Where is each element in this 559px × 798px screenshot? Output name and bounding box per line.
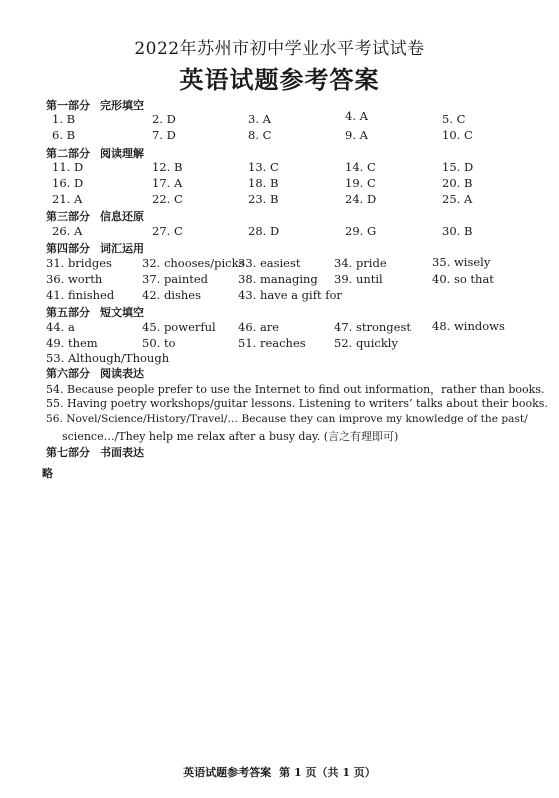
section-number: 第三部分 [46, 210, 90, 223]
answer-item: 42. dishes [142, 288, 201, 302]
page-number: 第 1 页（共 1 页） [279, 766, 376, 779]
answer-item: 26. A [52, 224, 83, 238]
answer-item: 25. A [442, 192, 473, 206]
answer-sentence: science…/They help me relax after a busy day. (言之有理即可) [62, 430, 399, 443]
answer-item: 36. worth [46, 272, 103, 286]
answer-sentence: 55. Having poetry workshops/guitar lessons. Listening to writers’ talks about their books. [46, 397, 548, 410]
answer-row [0, 336, 559, 351]
answer-row [0, 128, 559, 143]
answer-sentence: 56. Novel/Science/History/Travel/… Because they can improve my knowledge of the past/ [46, 413, 528, 425]
section-name: 阅读理解 [100, 147, 144, 160]
answer-item: 39. until [334, 272, 383, 286]
footer-doc-title: 英语试题参考答案 [183, 766, 272, 779]
answer-sentence: 54. Because people prefer to use the Internet to find out information，rather than books. [46, 383, 545, 396]
section-4-heading [46, 240, 144, 256]
answer-item: 4. A [345, 109, 368, 123]
answer-item: 14. C [345, 160, 376, 174]
answer-item: 44. a [46, 320, 75, 334]
answer-item: 51. reaches [238, 336, 306, 350]
answer-row [0, 176, 559, 191]
answer-item: 50. to [142, 336, 176, 350]
answer-item: 38. managing [238, 272, 318, 286]
answer-item: 41. finished [46, 288, 115, 302]
answer-item: 52. quickly [334, 336, 398, 350]
answer-row [0, 320, 559, 335]
answer-item: 34. pride [334, 256, 387, 270]
answer-item: 40. so that [432, 272, 494, 286]
answer-item: 2. D [152, 112, 176, 126]
section-6-heading [46, 365, 144, 381]
answer-item: 32. chooses/picks [142, 256, 245, 270]
answer-row [0, 109, 559, 127]
page-footer [0, 764, 559, 780]
exam-title: 2022年苏州市初中学业水平考试试卷 [134, 39, 425, 59]
answer-item: 12. B [152, 160, 183, 174]
answer-item: 20. B [442, 176, 473, 190]
section-2-heading [46, 145, 144, 161]
answer-item: 31. bridges [46, 256, 112, 270]
answer-item: 27. C [152, 224, 183, 238]
answer-item: 48. windows [432, 319, 505, 333]
section-number: 第五部分 [46, 306, 90, 319]
section-name: 阅读表达 [100, 367, 144, 380]
section-number: 第七部分 [46, 446, 90, 459]
answer-item: 43. have a gift for [238, 288, 342, 302]
answer-item: 18. B [248, 176, 279, 190]
answer-row [0, 160, 559, 175]
answer-item: 53. Although/Though [46, 351, 170, 365]
answer-item: 28. D [248, 224, 280, 238]
answer-item: 15. D [442, 160, 474, 174]
writing-answer: 略 [42, 467, 53, 480]
section-number: 第六部分 [46, 367, 90, 380]
answer-item: 9. A [345, 128, 368, 142]
answer-item: 11. D [52, 160, 84, 174]
section-1-heading [46, 97, 144, 113]
answer-item: 35. wisely [432, 255, 491, 269]
answer-item: 10. C [442, 128, 473, 142]
answer-item: 29. G [345, 224, 377, 238]
section-name: 信息还原 [100, 210, 144, 223]
answer-item: 22. C [152, 192, 183, 206]
answer-item: 47. strongest [334, 320, 411, 334]
section-3-heading [46, 208, 144, 224]
answer-row [0, 351, 559, 366]
answer-item: 8. C [248, 128, 272, 142]
answer-item: 6. B [52, 128, 76, 142]
answer-item: 49. them [46, 336, 98, 350]
answer-item: 45. powerful [142, 320, 216, 334]
section-7-heading [46, 444, 144, 460]
answer-row [0, 224, 559, 239]
answer-item: 1. B [52, 112, 76, 126]
answer-item: 23. B [248, 192, 279, 206]
section-number: 第一部分 [46, 99, 90, 112]
answer-item: 30. B [442, 224, 473, 238]
answer-item: 46. are [238, 320, 280, 334]
answer-item: 7. D [152, 128, 176, 142]
answer-item: 33. easiest [238, 256, 301, 270]
answer-key-title: 英语试题参考答案 [179, 65, 380, 94]
answer-item: 21. A [52, 192, 83, 206]
answer-row [0, 288, 559, 303]
section-name: 书面表达 [100, 446, 144, 459]
answer-item: 13. C [248, 160, 279, 174]
section-5-heading [46, 304, 144, 320]
answer-item: 24. D [345, 192, 377, 206]
section-number: 第二部分 [46, 147, 90, 160]
answer-item: 19. C [345, 176, 376, 190]
answer-item: 17. A [152, 176, 183, 190]
section-name: 词汇运用 [100, 242, 144, 255]
section-name: 短文填空 [100, 306, 144, 319]
section-number: 第四部分 [46, 242, 90, 255]
section-name: 完形填空 [100, 99, 144, 112]
answer-item: 16. D [52, 176, 84, 190]
answer-item: 37. painted [142, 272, 209, 286]
answer-row [0, 272, 559, 287]
answer-item: 5. C [442, 112, 466, 126]
answer-item: 3. A [248, 112, 271, 126]
answer-row [0, 192, 559, 207]
answer-row [0, 256, 559, 271]
